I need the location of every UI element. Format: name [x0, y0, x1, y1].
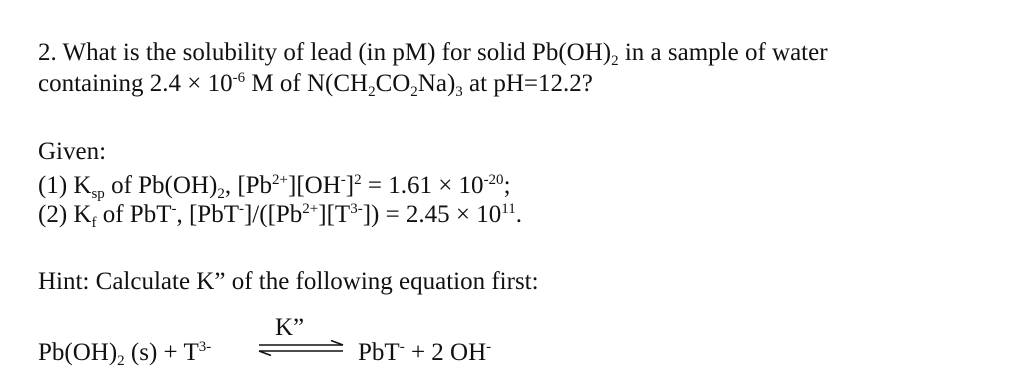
question-text: at pH=12.2?	[462, 70, 593, 97]
given-label: Given:	[38, 138, 107, 165]
question-line-1	[38, 38, 828, 68]
superscript: -	[171, 201, 177, 217]
subscript: f	[91, 215, 97, 232]
given-item-kf	[38, 200, 522, 230]
superscript: 2+	[272, 172, 289, 188]
question-line-2	[38, 69, 593, 99]
superscript: -	[238, 201, 244, 217]
given-text: , [PbT	[176, 201, 239, 228]
superscript: 3-	[350, 201, 363, 217]
superscript: -	[340, 172, 346, 188]
given-text: (1) K	[38, 172, 92, 199]
given-text: ]) = 2.45 × 10	[362, 201, 502, 228]
question-text: Na)	[417, 70, 456, 97]
subscript: 2	[368, 84, 376, 101]
superscript: 2	[354, 172, 362, 188]
question-text: CO	[375, 70, 411, 97]
subscript: 2	[410, 84, 418, 101]
subscript: 2	[217, 186, 225, 203]
equation-text: (s) + T	[124, 339, 199, 366]
exponent: -20	[483, 172, 504, 188]
equilibrium-constant-label: K”	[275, 314, 305, 341]
question-text: 2. What is the solubility of lead (in pM) for solid Pb(OH)	[38, 39, 612, 66]
given-item-ksp	[38, 171, 511, 201]
hint-text: Hint: Calculate K” of the following equation first:	[38, 268, 539, 295]
subscript: 2	[117, 353, 125, 370]
equation-text: + 2 OH	[404, 339, 487, 366]
equilibrium-arrow-icon	[257, 340, 345, 356]
given-text: , [Pb	[224, 172, 273, 199]
question-text: containing 2.4 × 10	[38, 70, 233, 97]
given-text: of PbT	[96, 201, 172, 228]
subscript: 3	[455, 84, 463, 101]
given-text: ][T	[318, 201, 351, 228]
question-text: M of N(CH	[245, 70, 369, 97]
given-text: ]	[345, 172, 355, 199]
exponent: -6	[232, 70, 246, 86]
exponent: 11	[501, 201, 516, 217]
given-text: of Pb(OH)	[104, 172, 218, 199]
superscript: 2+	[302, 201, 319, 217]
equation-reactants	[38, 338, 211, 368]
question-text: in a sample of water	[618, 39, 828, 66]
equation-text: Pb(OH)	[38, 339, 118, 366]
given-text: .	[515, 201, 522, 228]
equation-text: PbT	[358, 339, 400, 366]
superscript: -	[486, 339, 492, 355]
given-text: ]/([Pb	[243, 201, 303, 228]
given-text: (2) K	[38, 201, 92, 228]
given-text: ][OH	[288, 172, 341, 199]
superscript: 3-	[198, 339, 212, 355]
given-text: = 1.61 × 10	[361, 172, 484, 199]
subscript: 2	[611, 53, 619, 70]
superscript: -	[399, 339, 405, 355]
equation-products	[358, 338, 491, 368]
subscript: sp	[91, 186, 105, 203]
given-text: ;	[503, 172, 511, 199]
